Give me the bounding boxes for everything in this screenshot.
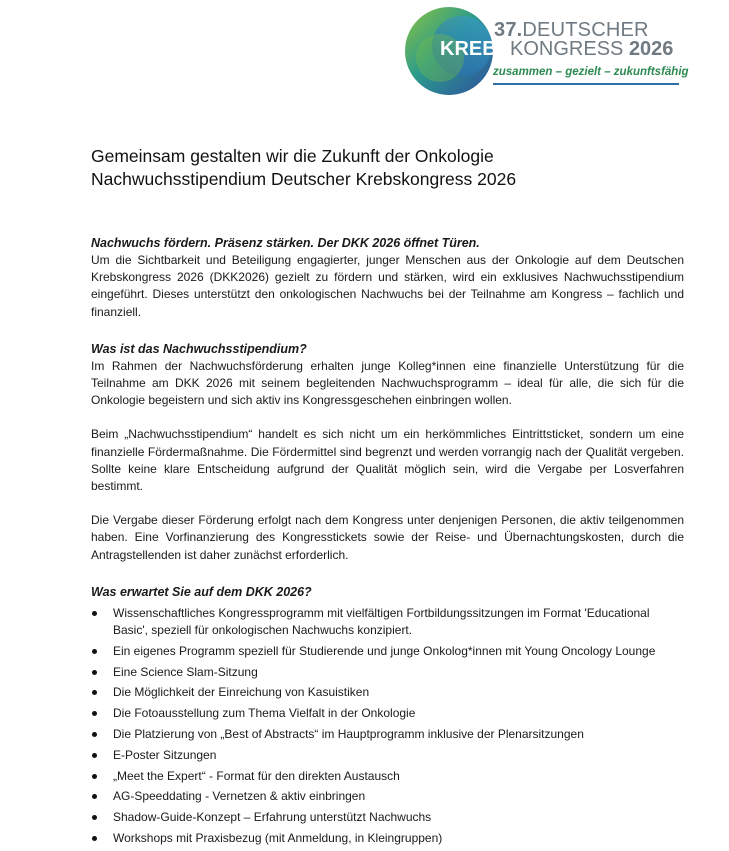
document-title [91,145,684,191]
list-item: Shadow-Guide-Konzept – Erfahrung unterstützt Nachwuchs [91,809,684,826]
bullet-list [91,605,684,847]
paragraph: Die Vergabe dieser Förderung erfolgt nach dem Kongress unter denjenigen Personen, die aktiv teilgenommen haben. Eine Vorfinanzierung des Kongresstickets sowie der Reise- und Übernachtungskosten, durch die Antragstellenden ist daher zunächst erforderlich. [91,513,684,562]
section-was-erwartet [91,584,684,847]
list-item: Eine Science Slam-Sitzung [91,664,684,681]
logo-line-1: 37.DEUTSCHER [494,19,649,41]
logo-underline [493,83,679,85]
list-item: Wissenschaftliches Kongressprogramm mit vielfältigen Fortbildungssitzungen im Format 'Educational Basic', speziell für onkologischen Nachwuchs konzipiert. [91,605,684,639]
list-item: Die Möglichkeit der Einreichung von Kasuistiken [91,684,684,701]
congress-logo [404,6,704,96]
paragraph: Im Rahmen der Nachwuchsförderung erhalten junge Kolleg*innen eine finanzielle Unterstützung für die Teilnahme am DKK 2026 mit seinem begleitenden Nachwuchsprogramm – ideal für alle, die sich für die Onkologie begeistern und sich aktiv ins Kongressgeschehen einbringen wollen. [91,358,684,408]
title-line-1: Gemeinsam gestalten wir die Zukunft der Onkologie [91,146,494,166]
section-heading: Nachwuchs fördern. Präsenz stärken. Der DKK 2026 öffnet Türen. [91,236,480,250]
logo-tagline: zusammen – gezielt – zukunftsfähig [493,66,689,78]
list-item: E-Poster Sitzungen [91,747,684,764]
section-was-ist [91,341,684,564]
logo-line-2: KREBSKONGRESS 2026 [440,38,674,60]
list-item: „Meet the Expert“ - Format für den direkten Austausch [91,768,684,785]
section-nachwuchs-foerdern [91,235,684,321]
section-heading: Was erwartet Sie auf dem DKK 2026? [91,584,312,599]
paragraph: Beim „Nachwuchsstipendium“ handelt es sich nicht um ein herkömmliches Eintrittsticket, sondern um eine finanzielle Fördermaßnahme. Die Fördermittel sind begrenzt und werden vorrangig nach der Qualität vergeben. Sollte keine klare Entscheidung aufgrund der Qualität möglich sein, wird die Vergabe per Losverfahren bestimmt. [91,427,684,494]
list-item: AG-Speeddating - Vernetzen & aktiv einbringen [91,788,684,805]
list-item: Die Platzierung von „Best of Abstracts“ im Hauptprogramm inklusive der Plenarsitzungen [91,726,684,743]
list-item: Ein eigenes Programm speziell für Studierende und junge Onkolog*innen mit Young Oncology Lounge [91,643,684,660]
list-item: Workshops mit Praxisbezug (mit Anmeldung, in Kleingruppen) [91,830,684,847]
document-body [91,145,684,851]
title-line-2: Nachwuchsstipendium Deutscher Krebskongress 2026 [91,169,517,189]
paragraph: Um die Sichtbarkeit und Beteiligung engagierter, junger Menschen aus der Onkologie auf dem Deutschen Krebskongress 2026 (DKK2026) gezielt zu fördern und stärken, wird ein exklusives Nachwuchsstipendium eingeführt. Dieses unterstützt den onkologischen Nachwuchs bei der Teilnahme am Kongress – fachlich und finanziell. [91,253,684,319]
section-heading: Was ist das Nachwuchsstipendium? [91,341,307,356]
list-item: Die Fotoausstellung zum Thema Vielfalt in der Onkologie [91,705,684,722]
